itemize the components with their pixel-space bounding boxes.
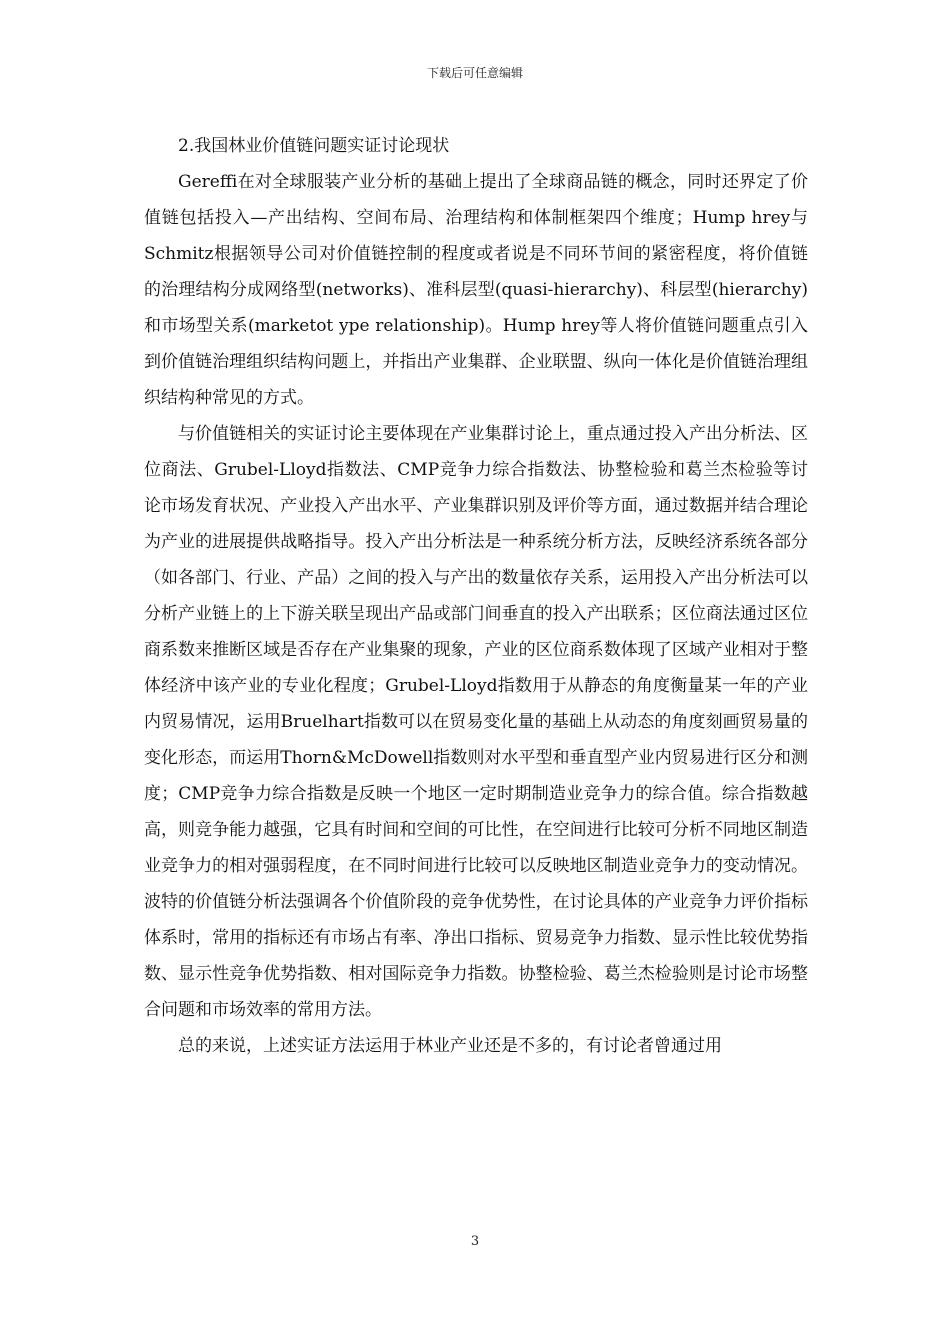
paragraph-3: 总的来说，上述实证方法运用于林业产业还是不多的，有讨论者曾通过用 (178, 1036, 722, 1056)
page-number: 3 (470, 1234, 480, 1249)
paragraph-1: Gereffi在对全球服装产业分析的基础上提出了全球商品链的概念，同时还界定了价值链包括投入—产出结构、空间布局、治理结构和体制框架四个维度；Hump hrey与Schmitz根据领导公司对价值链控制的程度或者说是不同环节间的紧密程度，将价值链的治理结构分成网络型(networks)、准科层型(quasi-hierarchy)、科层型(hierarchy)和市场型关系(marketot ype relationship)。Hump hrey等人将价值链问题重点引入到价值链治理组织结构问题上，并指出产业集群、企业联盟、纵向一体化是价值链治理组织结构种常见的方式。 (144, 172, 808, 408)
section-title: 2.我国林业价值链问题实证讨论现状 (178, 136, 450, 156)
page-header: 下载后可任意编辑 (426, 66, 523, 80)
document-body (144, 128, 808, 1064)
paragraph-2: 与价值链相关的实证讨论主要体现在产业集群讨论上，重点通过投入产出分析法、区位商法、Grubel-Lloyd指数法、CMP竞争力综合指数法、协整检验和葛兰杰检验等讨论市场发育状况、产业投入产出水平、产业集群识别及评价等方面，通过数据并结合理论为产业的进展提供战略指导。投入产出分析法是一种系统分析方法，反映经济系统各部分（如各部门、行业、产品）之间的投入与产出的数量依存关系，运用投入产出分析法可以分析产业链上的上下游关联呈现出产品或部门间垂直的投入产出联系；区位商法通过区位商系数来推断区域是否存在产业集聚的现象，产业的区位商系数体现了区域产业相对于整体经济中该产业的专业化程度；Grubel-Lloyd指数用于从静态的角度衡量某一年的产业内贸易情况，运用Bruelhart指数可以在贸易变化量的基础上从动态的角度刻画贸易量的变化形态，而运用Thorn&McDowell指数则对水平型和垂直型产业内贸易进行区分和测度；CMP竞争力综合指数是反映一个地区一定时期制造业竞争力的综合值。综合指数越高，则竞争能力越强，它具有时间和空间的可比性，在空间进行比较可分析不同地区制造业竞争力的相对强弱程度，在不同时间进行比较可以反映地区制造业竞争力的变动情况。波特的价值链分析法强调各个价值阶段的竞争优势性，在讨论具体的产业竞争力评价指标体系时，常用的指标还有市场占有率、净出口指标、贸易竞争力指数、显示性比较优势指数、显示性竞争优势指数、相对国际竞争力指数。协整检验、葛兰杰检验则是讨论市场整合问题和市场效率的常用方法。 (144, 424, 808, 1020)
